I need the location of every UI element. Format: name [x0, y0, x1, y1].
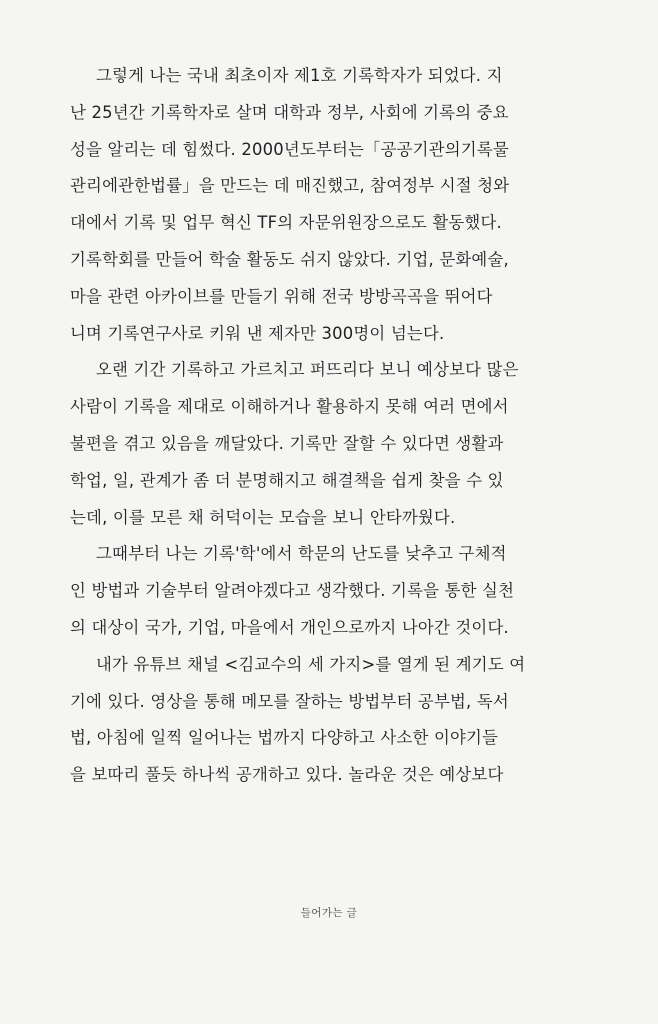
- text-line: 학업, 일, 관계가 좀 더 분명해지고 해결책을 쉽게 찾을 수 있: [70, 470, 504, 490]
- text-line: 인 방법과 기술부터 알려야겠다고 생각했다. 기록을 통한 실천: [70, 581, 515, 601]
- text-line: 불편을 겪고 있음을 깨달았다. 기록만 잘할 수 있다면 생활과: [70, 433, 504, 453]
- text-line: 는데, 이를 모른 채 허덕이는 모습을 보니 안타까웠다.: [70, 507, 456, 527]
- body-text: [70, 58, 640, 794]
- text-line: 성을 알리는 데 힘썼다. 2000년도부터는「공공기관의기록물: [70, 139, 509, 159]
- text-line: 의 대상이 국가, 기업, 마을에서 개인으로까지 나아간 것이다.: [70, 617, 509, 637]
- text-line: 기록학회를 만들어 학술 활동도 쉬지 않았다. 기업, 문화예술,: [70, 249, 509, 269]
- text-line: 관리에관한법률」을 만드는 데 매진했고, 참여정부 시절 청와: [70, 176, 510, 196]
- text-line: 난 25년간 기록학자로 살며 대학과 정부, 사회에 기록의 중요: [70, 102, 509, 122]
- text-line: 니며 기록연구사로 키워 낸 제자만 300명이 넘는다.: [70, 323, 445, 343]
- running-footer: 들어가는 글: [300, 907, 358, 919]
- text-line: 을 보따리 풀듯 하나씩 공개하고 있다. 놀라운 것은 예상보다: [70, 765, 504, 785]
- text-line: 그렇게 나는 국내 최초이자 제1호 기록학자가 되었다. 지: [96, 66, 503, 85]
- text-line: 마을 관련 아카이브를 만들기 위해 전국 방방곡곡을 뛰어다: [70, 286, 493, 306]
- text-line: 법, 아침에 일찍 일어나는 법까지 다양하고 사소한 이야기들: [70, 728, 499, 748]
- text-line: 내가 유튜브 채널 <김교수의 세 가지>를 열게 된 계기도 여: [96, 654, 526, 674]
- text-line: 사람이 기록을 제대로 이해하거나 활용하지 못해 여러 면에서: [70, 397, 509, 417]
- text-line: 그때부터 나는 기록'학'에서 학문의 난도를 낮추고 구체적: [96, 544, 507, 564]
- text-line: 기에 있다. 영상을 통해 메모를 잘하는 방법부터 공부법, 독서: [70, 691, 509, 711]
- text-line: 대에서 기록 및 업무 혁신 TF의 자문위원장으로도 활동했다.: [70, 213, 502, 233]
- text-line: 오랜 기간 기록하고 가르치고 퍼뜨리다 보니 예상보다 많은: [96, 360, 519, 380]
